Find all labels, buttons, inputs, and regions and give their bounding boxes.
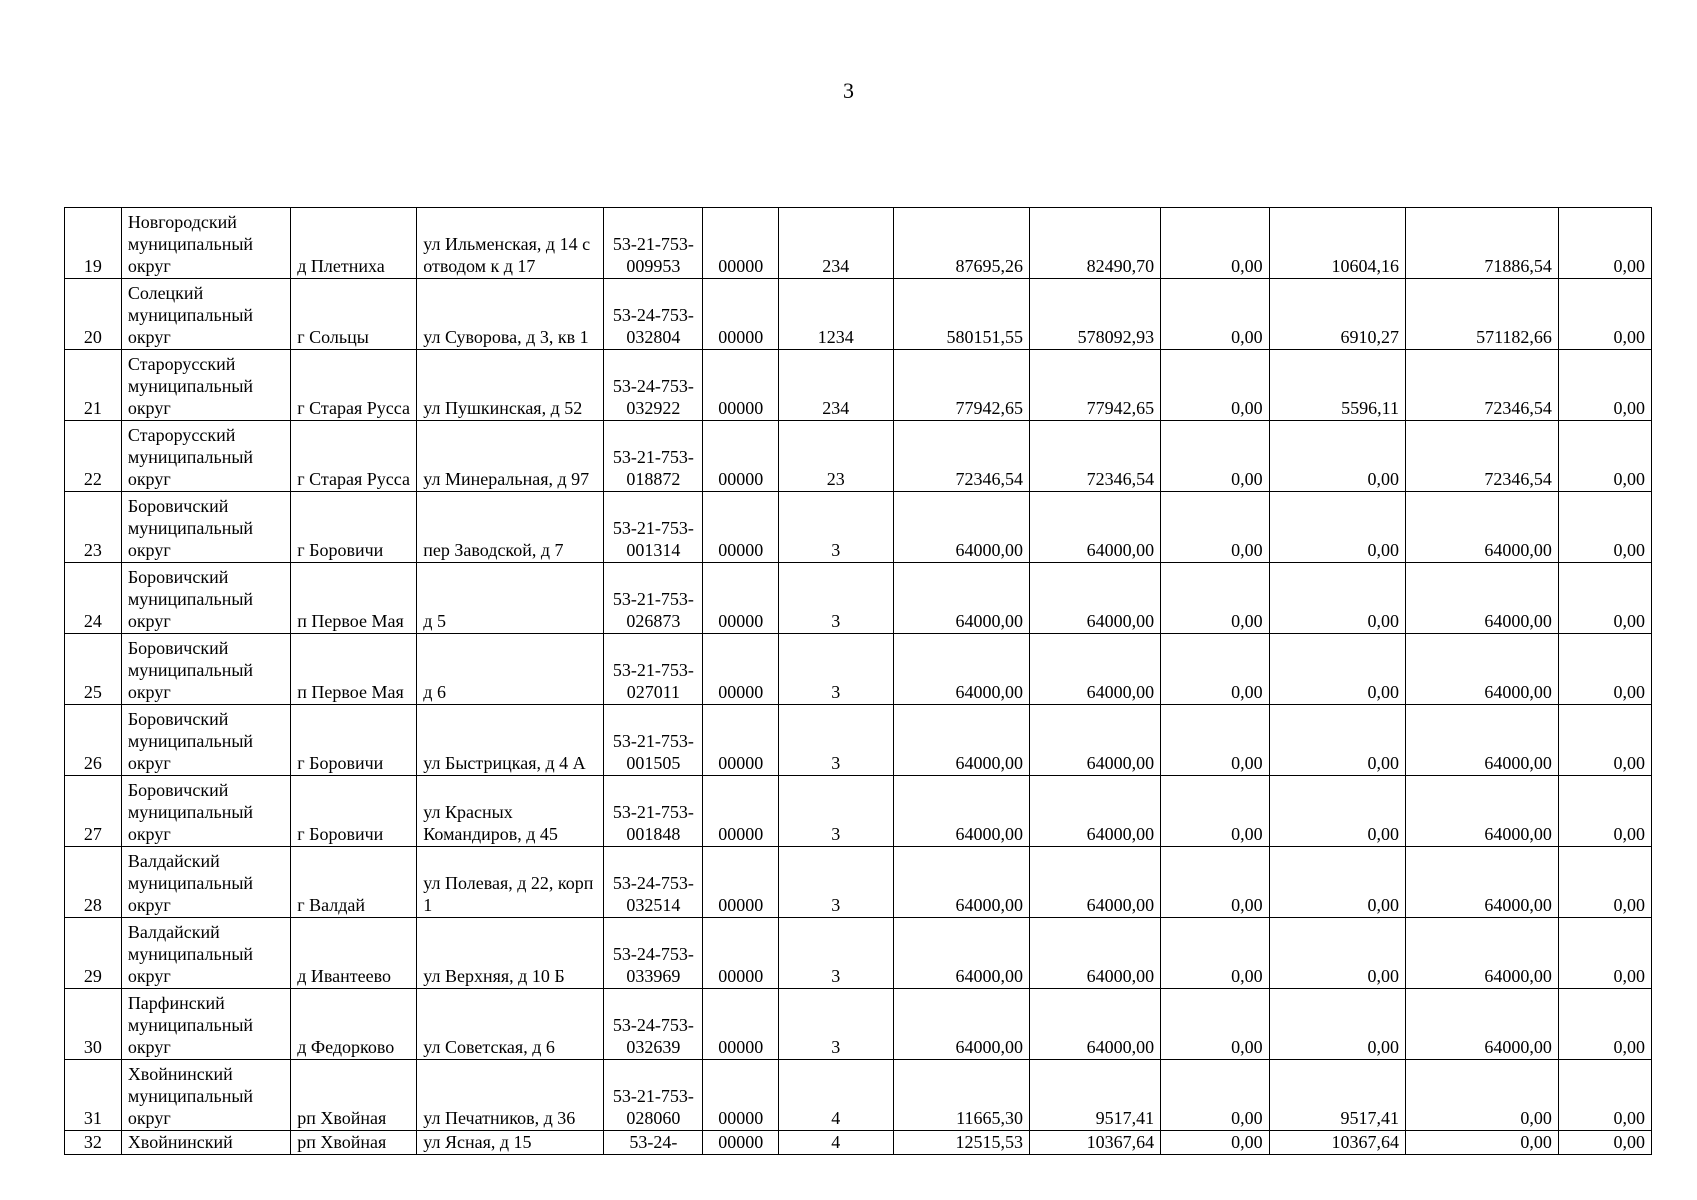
district-cell: Парфинский муниципальный округ [121,989,290,1060]
remainder-cell: 0,00 [1558,492,1651,563]
type-code-cell: 3 [778,989,893,1060]
remainder-cell: 0,00 [1558,918,1651,989]
district-cell: Боровичский муниципальный округ [121,634,290,705]
settlement-cell: рп Хвойная [291,1131,417,1155]
type-code-cell: 1234 [778,279,893,350]
row-number: 20 [65,279,122,350]
paid-amount-cell: 0,00 [1269,918,1405,989]
table-row [65,421,1652,492]
category-code-cell: 00000 [703,563,778,634]
amount-cell: 77942,65 [1029,350,1160,421]
code-cell: 53-21-753-026873 [604,563,703,634]
settlement-cell: д Федорково [291,989,417,1060]
address-cell: ул Ясная, д 15 [417,1131,604,1155]
zero-amount-cell: 0,00 [1161,563,1269,634]
table-row [65,350,1652,421]
category-code-cell: 00000 [703,208,778,279]
amount-cell: 64000,00 [1029,776,1160,847]
balance-amount-cell: 64000,00 [1406,847,1559,918]
paid-amount-cell: 10604,16 [1269,208,1405,279]
total-amount-cell: 64000,00 [893,705,1029,776]
total-amount-cell: 64000,00 [893,918,1029,989]
total-amount-cell: 87695,26 [893,208,1029,279]
code-cell: 53-24-753-032922 [604,350,703,421]
category-code-cell: 00000 [703,705,778,776]
balance-amount-cell: 72346,54 [1406,350,1559,421]
remainder-cell: 0,00 [1558,208,1651,279]
paid-amount-cell: 9517,41 [1269,1060,1405,1131]
settlement-cell: д Плетниха [291,208,417,279]
code-cell: 53-21-753-028060 [604,1060,703,1131]
code-cell: 53-24-753-032514 [604,847,703,918]
district-cell: Старорусский муниципальный округ [121,350,290,421]
table-row [65,989,1652,1060]
paid-amount-cell: 6910,27 [1269,279,1405,350]
amount-cell: 82490,70 [1029,208,1160,279]
type-code-cell: 3 [778,492,893,563]
district-cell: Боровичский муниципальный округ [121,705,290,776]
address-cell: д 5 [417,563,604,634]
row-number: 24 [65,563,122,634]
settlement-cell: п Первое Мая [291,634,417,705]
settlement-cell: г Валдай [291,847,417,918]
row-number: 21 [65,350,122,421]
category-code-cell: 00000 [703,634,778,705]
table-row [65,918,1652,989]
table-row [65,705,1652,776]
address-cell: ул Верхняя, д 10 Б [417,918,604,989]
address-cell: ул Быстрицкая, д 4 А [417,705,604,776]
type-code-cell: 3 [778,847,893,918]
type-code-cell: 234 [778,350,893,421]
row-number: 27 [65,776,122,847]
balance-amount-cell: 64000,00 [1406,492,1559,563]
settlement-cell: рп Хвойная [291,1060,417,1131]
category-code-cell: 00000 [703,918,778,989]
amount-cell: 64000,00 [1029,918,1160,989]
code-cell: 53-21-753-027011 [604,634,703,705]
paid-amount-cell: 10367,64 [1269,1131,1405,1155]
balance-amount-cell: 64000,00 [1406,989,1559,1060]
total-amount-cell: 11665,30 [893,1060,1029,1131]
category-code-cell: 00000 [703,350,778,421]
register-table-body [65,208,1652,1155]
zero-amount-cell: 0,00 [1161,1131,1269,1155]
zero-amount-cell: 0,00 [1161,989,1269,1060]
table-row [65,1131,1652,1155]
settlement-cell: г Боровичи [291,776,417,847]
balance-amount-cell: 64000,00 [1406,634,1559,705]
district-cell: Солецкий муниципальный округ [121,279,290,350]
category-code-cell: 00000 [703,279,778,350]
total-amount-cell: 64000,00 [893,989,1029,1060]
remainder-cell: 0,00 [1558,350,1651,421]
balance-amount-cell: 64000,00 [1406,705,1559,776]
district-cell: Валдайский муниципальный округ [121,847,290,918]
code-cell: 53-21-753-001314 [604,492,703,563]
type-code-cell: 3 [778,918,893,989]
district-cell: Хвойнинский [121,1131,290,1155]
page-number: 3 [843,78,854,103]
address-cell: ул Красных Командиров, д 45 [417,776,604,847]
settlement-cell: г Боровичи [291,492,417,563]
amount-cell: 10367,64 [1029,1131,1160,1155]
remainder-cell: 0,00 [1558,989,1651,1060]
category-code-cell: 00000 [703,421,778,492]
zero-amount-cell: 0,00 [1161,421,1269,492]
code-cell: 53-21-753-018872 [604,421,703,492]
district-cell: Боровичский муниципальный округ [121,492,290,563]
address-cell: ул Полевая, д 22, корп 1 [417,847,604,918]
settlement-cell: г Боровичи [291,705,417,776]
balance-amount-cell: 71886,54 [1406,208,1559,279]
code-cell: 53-24-753-032639 [604,989,703,1060]
balance-amount-cell: 0,00 [1406,1060,1559,1131]
code-cell: 53-24-753-032804 [604,279,703,350]
zero-amount-cell: 0,00 [1161,1060,1269,1131]
remainder-cell: 0,00 [1558,705,1651,776]
remainder-cell: 0,00 [1558,1131,1651,1155]
row-number: 29 [65,918,122,989]
district-cell: Боровичский муниципальный округ [121,776,290,847]
address-cell: ул Печатников, д 36 [417,1060,604,1131]
address-cell: ул Суворова, д 3, кв 1 [417,279,604,350]
zero-amount-cell: 0,00 [1161,208,1269,279]
code-cell: 53-24- [604,1131,703,1155]
table-row [65,279,1652,350]
paid-amount-cell: 0,00 [1269,634,1405,705]
settlement-cell: п Первое Мая [291,563,417,634]
total-amount-cell: 580151,55 [893,279,1029,350]
address-cell: ул Советская, д 6 [417,989,604,1060]
type-code-cell: 4 [778,1060,893,1131]
amount-cell: 64000,00 [1029,989,1160,1060]
amount-cell: 64000,00 [1029,634,1160,705]
remainder-cell: 0,00 [1558,421,1651,492]
remainder-cell: 0,00 [1558,776,1651,847]
type-code-cell: 3 [778,705,893,776]
category-code-cell: 00000 [703,989,778,1060]
amount-cell: 64000,00 [1029,492,1160,563]
category-code-cell: 00000 [703,492,778,563]
total-amount-cell: 77942,65 [893,350,1029,421]
address-cell: ул Пушкинская, д 52 [417,350,604,421]
balance-amount-cell: 64000,00 [1406,776,1559,847]
district-cell: Хвойнинский муниципальный округ [121,1060,290,1131]
type-code-cell: 3 [778,776,893,847]
paid-amount-cell: 0,00 [1269,563,1405,634]
register-table [64,207,1652,1155]
remainder-cell: 0,00 [1558,847,1651,918]
type-code-cell: 3 [778,563,893,634]
district-cell: Старорусский муниципальный округ [121,421,290,492]
code-cell: 53-21-753-001848 [604,776,703,847]
paid-amount-cell: 5596,11 [1269,350,1405,421]
balance-amount-cell: 72346,54 [1406,421,1559,492]
settlement-cell: г Старая Русса [291,421,417,492]
table-row [65,563,1652,634]
zero-amount-cell: 0,00 [1161,634,1269,705]
type-code-cell: 4 [778,1131,893,1155]
address-cell: ул Ильменская, д 14 с отводом к д 17 [417,208,604,279]
table-row [65,776,1652,847]
remainder-cell: 0,00 [1558,634,1651,705]
address-cell: д 6 [417,634,604,705]
row-number: 23 [65,492,122,563]
amount-cell: 64000,00 [1029,705,1160,776]
settlement-cell: г Сольцы [291,279,417,350]
row-number: 32 [65,1131,122,1155]
paid-amount-cell: 0,00 [1269,776,1405,847]
table-row [65,208,1652,279]
row-number: 19 [65,208,122,279]
table-row [65,492,1652,563]
remainder-cell: 0,00 [1558,563,1651,634]
paid-amount-cell: 0,00 [1269,989,1405,1060]
balance-amount-cell: 64000,00 [1406,563,1559,634]
type-code-cell: 23 [778,421,893,492]
row-number: 28 [65,847,122,918]
total-amount-cell: 12515,53 [893,1131,1029,1155]
category-code-cell: 00000 [703,1131,778,1155]
zero-amount-cell: 0,00 [1161,350,1269,421]
zero-amount-cell: 0,00 [1161,918,1269,989]
total-amount-cell: 64000,00 [893,563,1029,634]
amount-cell: 64000,00 [1029,847,1160,918]
total-amount-cell: 72346,54 [893,421,1029,492]
category-code-cell: 00000 [703,847,778,918]
settlement-cell: д Ивантеево [291,918,417,989]
district-cell: Валдайский муниципальный округ [121,918,290,989]
paid-amount-cell: 0,00 [1269,421,1405,492]
row-number: 25 [65,634,122,705]
zero-amount-cell: 0,00 [1161,776,1269,847]
balance-amount-cell: 64000,00 [1406,918,1559,989]
total-amount-cell: 64000,00 [893,492,1029,563]
zero-amount-cell: 0,00 [1161,492,1269,563]
total-amount-cell: 64000,00 [893,634,1029,705]
amount-cell: 72346,54 [1029,421,1160,492]
table-row [65,634,1652,705]
table-row [65,847,1652,918]
total-amount-cell: 64000,00 [893,847,1029,918]
code-cell: 53-21-753-009953 [604,208,703,279]
type-code-cell: 3 [778,634,893,705]
zero-amount-cell: 0,00 [1161,279,1269,350]
total-amount-cell: 64000,00 [893,776,1029,847]
code-cell: 53-24-753-033969 [604,918,703,989]
district-cell: Боровичский муниципальный округ [121,563,290,634]
category-code-cell: 00000 [703,1060,778,1131]
row-number: 31 [65,1060,122,1131]
amount-cell: 64000,00 [1029,563,1160,634]
settlement-cell: г Старая Русса [291,350,417,421]
table-row [65,1060,1652,1131]
paid-amount-cell: 0,00 [1269,847,1405,918]
row-number: 22 [65,421,122,492]
amount-cell: 9517,41 [1029,1060,1160,1131]
address-cell: пер Заводской, д 7 [417,492,604,563]
zero-amount-cell: 0,00 [1161,847,1269,918]
type-code-cell: 234 [778,208,893,279]
zero-amount-cell: 0,00 [1161,705,1269,776]
amount-cell: 578092,93 [1029,279,1160,350]
district-cell: Новгородский муниципальный округ [121,208,290,279]
category-code-cell: 00000 [703,776,778,847]
remainder-cell: 0,00 [1558,279,1651,350]
paid-amount-cell: 0,00 [1269,705,1405,776]
address-cell: ул Минеральная, д 97 [417,421,604,492]
code-cell: 53-21-753-001505 [604,705,703,776]
row-number: 26 [65,705,122,776]
remainder-cell: 0,00 [1558,1060,1651,1131]
paid-amount-cell: 0,00 [1269,492,1405,563]
row-number: 30 [65,989,122,1060]
balance-amount-cell: 571182,66 [1406,279,1559,350]
balance-amount-cell: 0,00 [1406,1131,1559,1155]
